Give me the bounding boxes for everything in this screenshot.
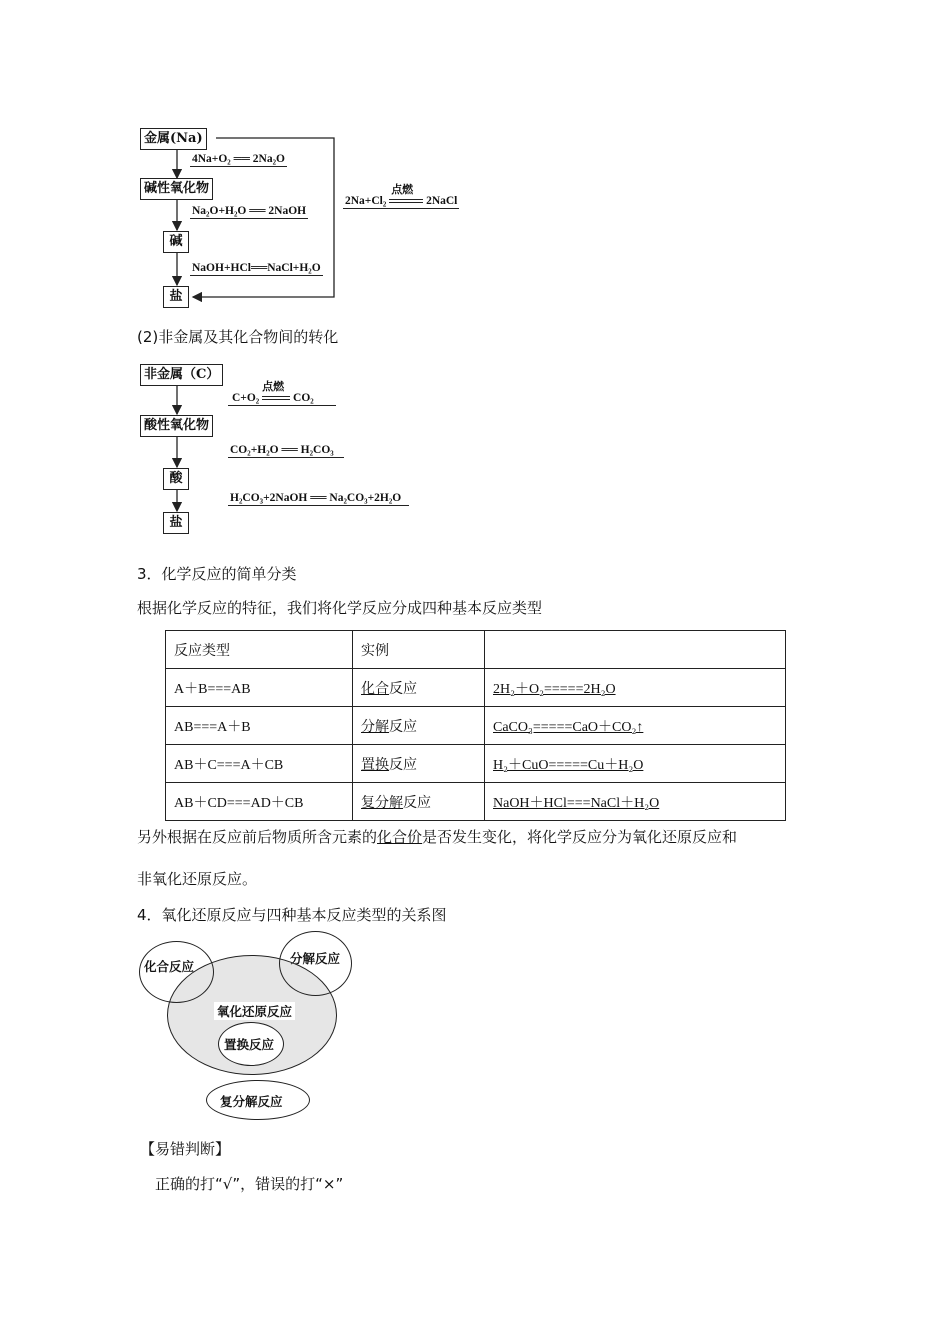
reaction-type-cell: AB＋C===A＋CB (166, 745, 353, 783)
reaction-name-suffix: 反应 (389, 681, 417, 697)
table-row (166, 745, 786, 783)
nonmetal-salt-box: 盐 (163, 512, 189, 534)
table-row (166, 783, 786, 821)
double-decomposition-label: 复分解反应 (220, 1094, 283, 1109)
acid-box: 酸 (163, 468, 189, 490)
section3-title: 3．化学反应的简单分类 (137, 565, 297, 583)
equation-na-oxygen: 4Na+O₂ ══ 2Na₂O (192, 153, 285, 165)
section2-title: (2)非金属及其化合物间的转化 (137, 328, 339, 346)
equation-co2-water: CO₂+H₂O ══ H₂CO₃ (228, 444, 344, 458)
table-row (166, 707, 786, 745)
eq-condition-arrow (389, 184, 423, 207)
nonmetal-box: 非金属（C） (140, 364, 223, 386)
reaction-example-cell: H₂＋CuO=====Cu＋H₂O (485, 745, 786, 783)
combination-label: 化合反应 (144, 959, 195, 974)
eq-condition: 点燃 (391, 184, 414, 196)
table-header-cell (485, 631, 786, 669)
reaction-example-cell: 2H₂＋O₂=====2H₂O (485, 669, 786, 707)
base-box: 碱 (163, 231, 189, 253)
eq-left: 2Na+Cl₂ (345, 195, 387, 207)
eq-right: 2NaCl (426, 195, 458, 207)
equation-na2o-water: Na₂O+H₂O ══ 2NaOH (192, 205, 307, 217)
basic-oxide-box: 碱性氧化物 (140, 178, 213, 200)
redox-paragraph-line2: 非氧化还原反应。 (137, 870, 258, 888)
reaction-name-suffix: 反应 (403, 795, 431, 811)
reaction-name-cell (353, 783, 485, 821)
reaction-name-cell (353, 669, 485, 707)
redox-keyword: 化合价 (377, 828, 423, 846)
table-row (166, 669, 786, 707)
reaction-name-keyword: 复分解 (361, 795, 403, 811)
acid-oxide-box: 酸性氧化物 (140, 415, 213, 437)
eq-right: CO₂ (293, 392, 314, 404)
redox-text-part2: 是否发生变化，将化学反应分为氧化还原反应和 (422, 828, 738, 846)
eq-condition: 点燃 (262, 381, 285, 393)
reaction-type-cell: A＋B===AB (166, 669, 353, 707)
equation-c-oxygen (228, 381, 336, 406)
table-header-cell: 反应类型 (166, 631, 353, 669)
redox-label: 氧化还原反应 (214, 1002, 295, 1020)
reaction-name-keyword: 置换 (361, 757, 389, 773)
table-header-cell: 实例 (353, 631, 485, 669)
reaction-name-suffix: 反应 (389, 757, 417, 773)
judge-title: 【易错判断】 (140, 1140, 231, 1158)
redox-paragraph-line1 (137, 826, 737, 847)
reaction-name-suffix: 反应 (389, 719, 417, 735)
reaction-type-cell: AB===A＋B (166, 707, 353, 745)
section3-intro: 根据化学反应的特征，我们将化学反应分成四种基本反应类型 (137, 599, 543, 617)
equation-h2co3-naoh: H₂CO₃+2NaOH ══ Na₂CO₃+2H₂O (228, 492, 409, 506)
eq-left: C+O₂ (232, 392, 260, 404)
reaction-type-table (165, 630, 786, 821)
reaction-type-cell: AB＋CD===AD＋CB (166, 783, 353, 821)
reaction-example-cell: NaOH＋HCl===NaCl＋H₂O (485, 783, 786, 821)
reaction-name-cell (353, 707, 485, 745)
metal-box: 金属(Na) (140, 128, 207, 150)
judge-instruction: 正确的打“√”，错误的打“×” (155, 1175, 344, 1193)
reaction-name-keyword: 化合 (361, 681, 389, 697)
eq-condition-arrow (262, 381, 290, 404)
decomposition-label: 分解反应 (290, 951, 341, 966)
reaction-example-cell: CaCO₃=====CaO＋CO₂↑ (485, 707, 786, 745)
reaction-name-keyword: 分解 (361, 719, 389, 735)
salt-box: 盐 (163, 286, 189, 308)
displacement-label: 置换反应 (224, 1037, 275, 1052)
equation-naoh-hcl: NaOH+HCl══NaCl+H₂O (192, 262, 321, 274)
table-header-row (166, 631, 786, 669)
redox-text-part1: 另外根据在反应前后物质所含元素的 (137, 828, 378, 846)
equation-na-chlorine (343, 184, 459, 209)
section4-title: 4．氧化还原反应与四种基本反应类型的关系图 (137, 906, 447, 924)
reaction-name-cell (353, 745, 485, 783)
